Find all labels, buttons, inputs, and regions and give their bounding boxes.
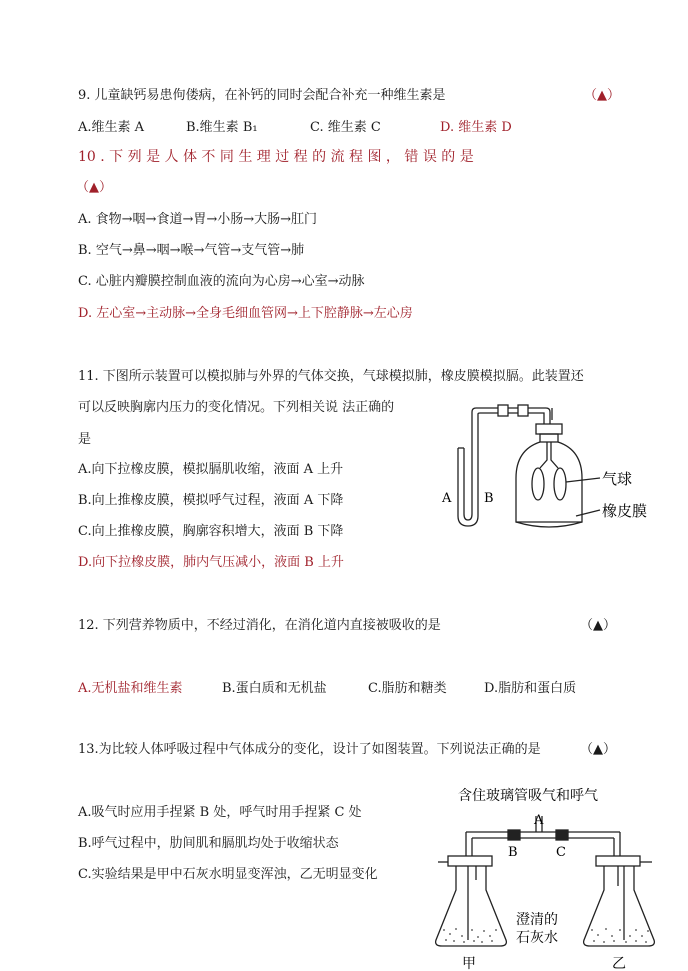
q11-lung-model-figure xyxy=(436,398,666,548)
q10-option-a: A. 食物→咽→食道→胃→小肠→大肠→肛门 xyxy=(78,212,318,227)
q13-answer-mark: （▲） xyxy=(580,742,616,757)
q9-option-d: D. 维生素 D xyxy=(440,120,512,135)
q11-stem-line2: 可以反映胸廓内压力的变化情况。下列相关说 法正确的 xyxy=(78,400,395,415)
q11-label-b: B xyxy=(484,491,494,506)
q13-stem: 13.为比较人体呼吸过程中气体成分的变化，设计了如图装置。下列说法正确的是 xyxy=(78,742,541,757)
q13-label-a: A xyxy=(534,813,544,828)
q13-label-jia: 甲 xyxy=(462,956,476,970)
q11-label-a: A xyxy=(442,491,452,506)
q10-stem: 10 . 下 列 是 人 体 不 同 生 理 过 程 的 流 程 图 ， 错 误 的 是 xyxy=(78,149,474,165)
q12-option-a: A.无机盐和维生素 xyxy=(78,681,183,696)
q11-option-d: D.向下拉橡皮膜，肺内气压减小，液面 B 上升 xyxy=(78,555,344,570)
q10-option-b: B. 空气→鼻→咽→喉→气管→支气管→肺 xyxy=(78,243,305,258)
q9-option-c: C. 维生素 C xyxy=(310,120,381,135)
q12-option-b: B.蛋白质和无机盐 xyxy=(222,681,327,696)
q13-option-b: B.呼气过程中，肋间肌和膈肌均处于收缩状态 xyxy=(78,836,339,851)
q10-answer-mark: （▲） xyxy=(76,180,112,195)
q13-breathing-apparatus-figure xyxy=(420,780,670,970)
q13-label-limewater-1: 澄清的 xyxy=(516,912,558,928)
q9-option-a: A.维生素 A xyxy=(78,120,145,135)
q10-option-d: D. 左心室→主动脉→全身毛细血管网→上下腔静脉→左心房 xyxy=(78,306,413,321)
q12-option-d: D.脂肪和蛋白质 xyxy=(484,681,577,696)
q11-stem-line3: 是 xyxy=(78,432,92,447)
q12-answer-mark: （▲） xyxy=(580,618,616,633)
q10-option-c: C. 心脏内瓣膜控制血液的流向为心房→心室→动脉 xyxy=(78,274,365,289)
q9-answer-mark: （▲） xyxy=(584,88,620,103)
q12-option-c: C.脂肪和糖类 xyxy=(368,681,447,696)
q9-option-b: B.维生素 B₁ xyxy=(186,120,258,135)
q13-option-c: C.实验结果是甲中石灰水明显变浑浊，乙无明显变化 xyxy=(78,867,378,882)
q9-stem: 9. 儿童缺钙易患佝偻病，在补钙的同时会配合补充一种维生素是 xyxy=(78,88,446,103)
q11-option-a: A.向下拉橡皮膜，模拟膈肌收缩，液面 A 上升 xyxy=(78,462,344,477)
q12-stem: 12. 下列营养物质中，不经过消化，在消化道内直接被吸收的是 xyxy=(78,618,441,633)
q13-label-c: C xyxy=(556,845,566,860)
q11-label-membrane: 橡皮膜 xyxy=(602,502,648,520)
q13-label-limewater-2: 石灰水 xyxy=(516,930,558,946)
q11-stem-line1: 11. 下图所示装置可以模拟肺与外界的气体交换，气球模拟肺，橡皮膜模拟膈。此装置还 xyxy=(78,369,584,384)
q13-label-b: B xyxy=(508,845,518,860)
q11-option-c: C.向上推橡皮膜，胸廓容积增大，液面 B 下降 xyxy=(78,524,344,539)
q13-caption: 含住玻璃管吸气和呼气 xyxy=(458,788,598,804)
q11-label-balloon: 气球 xyxy=(602,470,633,488)
q11-option-b: B.向上推橡皮膜，模拟呼气过程，液面 A 下降 xyxy=(78,493,344,508)
q13-option-a: A.吸气时应用手捏紧 B 处，呼气时用手捏紧 C 处 xyxy=(78,805,362,820)
q13-label-yi: 乙 xyxy=(612,956,626,970)
